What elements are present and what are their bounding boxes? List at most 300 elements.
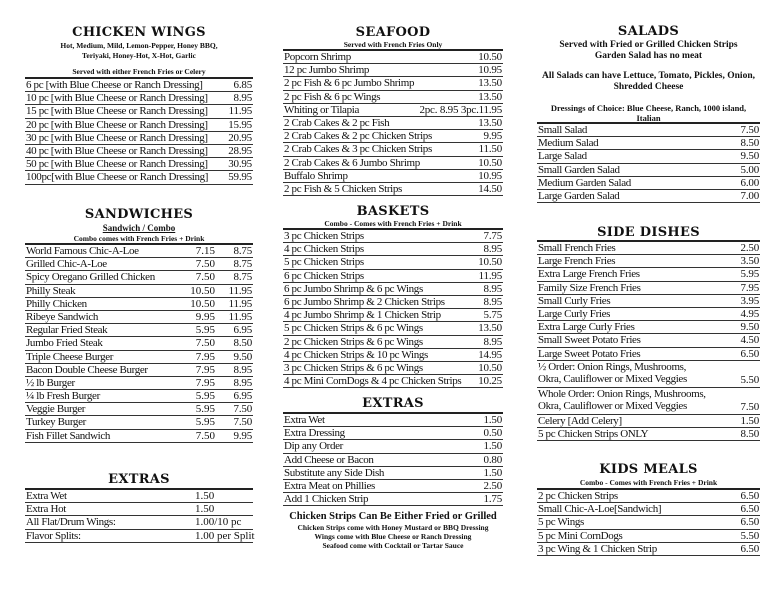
item-name: Fish Fillet Sandwich: [26, 429, 111, 442]
section-note: Combo comes with French Fries + Drink: [73, 234, 205, 243]
item-price: 3.50: [740, 255, 759, 268]
item-name: Whiting or Tilapia: [284, 103, 359, 116]
menu-item-row: [25, 530, 253, 543]
menu-item-row: [537, 543, 760, 556]
item-name: Dip any Order: [284, 440, 343, 453]
item-name: Medium Garden Salad: [538, 176, 631, 189]
menu-item-row: [283, 183, 503, 196]
item-name: Ribeye Sandwich: [26, 310, 99, 323]
item-name: 2 pc Fish & 6 pc Wings: [284, 90, 381, 103]
menu-table: [537, 240, 760, 441]
menu-item-row: [25, 105, 253, 118]
menu-item-row: [537, 503, 760, 516]
menu-item-row: [537, 348, 760, 361]
item-price: 10.50: [478, 256, 502, 269]
menu-item-row: [25, 158, 253, 171]
item-price: 4.50: [740, 334, 759, 347]
item-price: 6.85: [233, 79, 252, 91]
extras-left-section: [25, 472, 253, 552]
item-price-sandwich: 7.95: [195, 350, 215, 363]
section-subtitle: Served with Fried or Grilled Chicken Strips: [559, 40, 738, 50]
menu-item-row: [537, 150, 760, 163]
menu-item-row: [283, 322, 503, 335]
item-name: 4 pc Mini CornDogs & 4 pc Chicken Strips: [284, 375, 462, 388]
dressings-note: Italian: [636, 113, 661, 123]
menu-item-row: [283, 454, 503, 467]
item-price: 1.00 per Split: [195, 529, 255, 542]
item-name: 30 pc [with Blue Cheese or Ranch Dressing]: [26, 131, 208, 144]
item-price-combo: 8.50: [233, 337, 252, 350]
menu-item-row: [283, 117, 503, 130]
menu-item-row: [537, 334, 760, 347]
item-name: Bacon Double Cheese Burger: [26, 363, 148, 376]
menu-item-row: [283, 230, 503, 243]
menu-item-row: [283, 143, 503, 156]
item-price: 5.95: [740, 268, 759, 281]
section-subtitle: Teriyaki, Honey-Hot, X-Hot, Garlic: [82, 51, 196, 60]
sandwiches-section: [25, 206, 253, 456]
item-price: 1.50: [740, 414, 759, 427]
menu-item-row: [25, 119, 253, 132]
menu-item-row: [25, 403, 253, 416]
item-name: Regular Fried Steak: [26, 324, 108, 337]
item-name: Add 1 Chicken Strip: [284, 493, 369, 506]
menu-item-row: [283, 77, 503, 90]
item-name: 4 pc Jumbo Shrimp & 1 Chicken Strip: [284, 309, 441, 322]
item-price: 7.50: [740, 400, 759, 413]
item-price-combo: 11.95: [228, 284, 252, 297]
item-name: All Flat/Drum Wings:: [26, 516, 116, 529]
item-price: 6.50: [740, 490, 759, 502]
menu-item-row: [283, 64, 503, 77]
menu-item-row: [25, 430, 253, 443]
item-price: 11.95: [228, 105, 252, 118]
menu-item-row: [283, 309, 503, 322]
item-price-combo: 11.95: [228, 310, 252, 323]
item-price: 8.95: [483, 282, 502, 295]
item-name: Celery [Add Celery]: [538, 414, 622, 427]
item-price: 1.50: [195, 503, 215, 516]
item-price: 1.50: [483, 440, 502, 453]
item-price-combo: 9.50: [233, 350, 252, 363]
menu-item-row: [25, 271, 253, 284]
item-price-combo: 11.95: [228, 297, 252, 310]
item-name: Extra Meat on Phillies: [284, 479, 375, 492]
item-price-sandwich: 10.50: [190, 297, 215, 310]
item-price-sandwich: 5.95: [195, 390, 215, 403]
item-price: 10.50: [478, 156, 502, 169]
item-name: 2 Crab Cakes & 2 pc Chicken Strips: [284, 130, 432, 143]
item-name: 4 pc Chicken Strips: [284, 243, 364, 256]
section-title: CHICKEN WINGS: [72, 25, 206, 40]
item-price: 8.95: [483, 243, 502, 256]
menu-item-row: [283, 375, 503, 388]
item-name: Veggie Burger: [26, 403, 86, 416]
item-name: 2 pc Fish & 6 pc Jumbo Shrimp: [284, 77, 415, 90]
item-price: 2pc. 8.95 3pc.11.95: [419, 103, 502, 116]
item-price: 2.50: [740, 242, 759, 254]
item-price-combo: 7.50: [233, 403, 252, 416]
section-subtitle: Hot, Medium, Mild, Lemon-Pepper, Honey BBQ,: [60, 41, 218, 50]
item-name: Buffalo Shrimp: [284, 169, 348, 182]
item-price: 5.75: [483, 309, 502, 322]
item-price-sandwich: 10.50: [190, 284, 215, 297]
menu-item-row: [25, 132, 253, 145]
item-price: 8.50: [740, 137, 759, 150]
menu-item-row: [537, 308, 760, 321]
menu-table: [537, 122, 760, 203]
item-price: 15.95: [228, 118, 252, 131]
item-price: 7.00: [740, 189, 759, 202]
item-price: 7.95: [740, 281, 759, 294]
item-name: 2 Crab Cakes & 2 pc Fish: [284, 116, 390, 129]
item-name: Small Sweet Potato Fries: [538, 334, 641, 347]
item-name: Whole Order: Onion Rings, Mushrooms, Okra, Cauliflower or Mixed Veggies: [538, 387, 706, 413]
item-name: 5 pc Wings: [538, 516, 584, 529]
menu-item-row: [537, 516, 760, 529]
section-title: BASKETS: [356, 204, 430, 219]
item-name: 6 pc [with Blue Cheese or Ranch Dressing]: [26, 79, 203, 91]
item-price: 9.50: [740, 321, 759, 334]
menu-item-row: [537, 388, 760, 415]
item-name: Flavor Splits:: [26, 529, 81, 542]
item-name: 5 pc Chicken Strips: [284, 256, 364, 269]
menu-item-row: [537, 137, 760, 150]
item-name: Philly Chicken: [26, 297, 87, 310]
item-price: 14.95: [478, 348, 502, 361]
item-price-sandwich: 7.50: [195, 258, 215, 271]
item-price-sandwich: 7.50: [195, 337, 215, 350]
item-price-sandwich: 5.95: [195, 403, 215, 416]
item-price: 1.75: [483, 493, 502, 506]
menu-item-row: [537, 164, 760, 177]
section-subtitle: Served with French Fries Only: [343, 40, 443, 49]
note-fried-or-grilled: Chicken Strips Can Be Either Fried or Grilled: [289, 511, 497, 522]
item-name: Small Garden Salad: [538, 163, 620, 176]
menu-item-row: [25, 285, 253, 298]
menu-item-row: [25, 516, 253, 529]
menu-item-row: [25, 503, 253, 516]
item-name: Medium Salad: [538, 137, 599, 150]
item-name: 6 pc Jumbo Shrimp & 2 Chicken Strips: [284, 295, 445, 308]
item-price: 1.50: [483, 414, 502, 426]
menu-item-row: [25, 92, 253, 105]
item-price: 6.50: [740, 503, 759, 516]
menu-item-row: [537, 268, 760, 281]
item-price-sandwich: 7.95: [195, 363, 215, 376]
item-price: 1.00/10 pc: [195, 516, 242, 529]
item-name: 10 pc [with Blue Cheese or Ranch Dressing]: [26, 92, 208, 105]
menu-item-row: [537, 428, 760, 441]
menu-item-row: [537, 190, 760, 203]
item-price: 1.50: [195, 490, 215, 502]
item-price-combo: 6.95: [233, 390, 252, 403]
side-dishes-section: [537, 225, 760, 450]
item-name: Grilled Chic-A-Loe: [26, 258, 107, 271]
item-name: 50 pc [with Blue Cheese or Ranch Dressing]: [26, 158, 208, 171]
menu-item-row: [25, 298, 253, 311]
item-price-combo: 6.95: [233, 324, 252, 337]
menu-item-row: [283, 104, 503, 117]
item-price: 6.50: [740, 516, 759, 529]
item-price: 10.50: [478, 51, 502, 63]
item-name: Small French Fries: [538, 242, 616, 254]
menu-item-row: [25, 171, 253, 184]
menu-item-row: [283, 440, 503, 453]
section-title: EXTRAS: [108, 472, 170, 487]
menu-item-row: [25, 364, 253, 377]
menu-table: [283, 49, 503, 196]
menu-item-row: [283, 243, 503, 256]
item-price: 2.50: [483, 479, 502, 492]
menu-table: [537, 488, 760, 556]
item-price-sandwich: 7.95: [195, 376, 215, 389]
item-price: 8.50: [740, 427, 759, 440]
item-price: 14.50: [478, 182, 502, 195]
item-price: 8.95: [483, 295, 502, 308]
seafood-section: [283, 24, 503, 204]
menu-item-row: [25, 79, 253, 92]
item-name: Large Garden Salad: [538, 189, 620, 202]
item-price: 9.50: [740, 150, 759, 163]
item-name: 15 pc [with Blue Cheese or Ranch Dressing]: [26, 105, 208, 118]
item-price: 11.95: [478, 269, 502, 282]
note-strips-dressing: Chicken Strips come with Honey Mustard or BBQ Dressing: [297, 523, 489, 532]
item-price-sandwich: 9.95: [195, 310, 215, 323]
menu-item-row: [25, 311, 253, 324]
section-title: EXTRAS: [362, 396, 424, 411]
menu-item-row: [25, 490, 253, 503]
item-price: 9.95: [483, 130, 502, 143]
menu-item-row: [25, 390, 253, 403]
item-price-combo: 8.95: [233, 376, 252, 389]
menu-item-row: [25, 324, 253, 337]
menu-item-row: [537, 295, 760, 308]
item-name: Turkey Burger: [26, 416, 86, 429]
item-price: 0.50: [483, 427, 502, 440]
item-name: Extra Large French Fries: [538, 268, 640, 281]
menu-item-row: [283, 467, 503, 480]
item-name: Philly Steak: [26, 284, 76, 297]
section-title: SANDWICHES: [84, 207, 194, 222]
item-name: 100pc[with Blue Cheese or Ranch Dressing]: [26, 171, 209, 184]
note-wings-dressing: Wings come with Blue Cheese or Ranch Dressing: [314, 532, 472, 541]
item-price: 5.50: [740, 373, 759, 386]
section-title: SALADS: [617, 24, 680, 39]
item-name: Extra Dressing: [284, 427, 345, 440]
item-price: 8.95: [483, 335, 502, 348]
item-price: 0.80: [483, 453, 502, 466]
item-price: 59.95: [228, 171, 252, 184]
item-name: 2 pc Chicken Strips & 6 pc Wings: [284, 335, 423, 348]
menu-item-row: [283, 480, 503, 493]
salads-section: [537, 24, 760, 209]
menu-item-row: [283, 414, 503, 427]
chicken-wings-section: [25, 24, 253, 194]
item-name: Small Chic-A-Loe[Sandwich]: [538, 503, 662, 516]
dressings-note: Dressings of Choice: Blue Cheese, Ranch, 1000 island,: [550, 103, 747, 113]
section-title: SIDE DISHES: [597, 225, 700, 240]
item-price-combo: 8.75: [233, 245, 252, 257]
toppings-note: Shredded Cheese: [613, 82, 684, 92]
item-name: 6 pc Jumbo Shrimp & 6 pc Wings: [284, 282, 423, 295]
menu-item-row: [283, 256, 503, 269]
item-price: 7.50: [740, 124, 759, 136]
item-name: 3 pc Chicken Strips & 6 pc Wings: [284, 361, 423, 374]
section-title: KIDS MEALS: [599, 462, 698, 477]
menu-item-row: [283, 157, 503, 170]
item-price: 6.50: [740, 347, 759, 360]
item-price-combo: 8.95: [233, 363, 252, 376]
kids-meals-section: [537, 462, 760, 562]
menu-item-row: [25, 337, 253, 350]
menu-item-row: [537, 361, 760, 388]
item-name: Spicy Oregano Grilled Chicken: [26, 271, 155, 284]
menu-item-row: [283, 427, 503, 440]
item-name: 5 pc Chicken Strips ONLY: [538, 427, 649, 440]
item-name: Large Salad: [538, 150, 587, 163]
menu-item-row: [25, 145, 253, 158]
menu-item-row: [537, 321, 760, 334]
toppings-note: All Salads can have Lettuce, Tomato, Pickles, Onion,: [542, 71, 755, 81]
menu-item-row: [537, 242, 760, 255]
item-name: World Famous Chic-A-Loe: [26, 245, 139, 257]
item-price-sandwich: 5.95: [195, 324, 215, 337]
item-price-sandwich: 7.50: [195, 429, 215, 442]
section-subtitle: Sandwich / Combo: [102, 223, 176, 233]
menu-item-row: [283, 349, 503, 362]
menu-item-row: [283, 336, 503, 349]
item-name: 3 pc Chicken Strips: [284, 230, 364, 242]
menu-item-row: [537, 177, 760, 190]
item-name: ½ Order: Onion Rings, Mushrooms, Okra, Cauliflower or Mixed Veggies: [538, 360, 687, 386]
menu-item-row: [283, 493, 503, 506]
menu-item-row: [25, 377, 253, 390]
menu-item-row: [283, 91, 503, 104]
menu-table: [283, 228, 503, 388]
section-subtitle: Garden Salad has no meat: [594, 51, 703, 61]
item-price-sandwich: 5.95: [195, 416, 215, 429]
item-price: 6.50: [740, 542, 759, 555]
note-seafood-sauce: Seafood come with Cocktail or Tartar Sauce: [322, 541, 464, 550]
menu-table: [25, 77, 253, 185]
item-price: 5.50: [740, 529, 759, 542]
section-title: SEAFOOD: [355, 25, 431, 40]
menu-item-row: [283, 130, 503, 143]
item-name: Jumbo Fried Steak: [26, 337, 103, 350]
menu-item-row: [25, 416, 253, 429]
item-name: Large Curly Fries: [538, 307, 611, 320]
item-price: 10.95: [478, 169, 502, 182]
menu-item-row: [25, 245, 253, 258]
section-subtitle: Combo - Comes with French Fries + Drink: [579, 478, 718, 487]
menu-item-row: [25, 258, 253, 271]
menu-item-row: [537, 490, 760, 503]
item-name: 5 pc Chicken Strips & 6 pc Wings: [284, 322, 423, 335]
item-price-combo: 8.75: [233, 271, 252, 284]
menu-item-row: [283, 362, 503, 375]
item-price: 13.50: [478, 322, 502, 335]
item-name: 2 pc Fish & 5 Chicken Strips: [284, 182, 402, 195]
item-price: 3.95: [740, 294, 759, 307]
menu-item-row: [537, 530, 760, 543]
item-name: Extra Wet: [26, 490, 67, 502]
item-price: 7.75: [483, 230, 502, 242]
item-price: 10.50: [478, 361, 502, 374]
item-price-combo: 9.95: [233, 429, 252, 442]
menu-table: [283, 412, 503, 506]
item-name: 12 pc Jumbo Shrimp: [284, 64, 370, 77]
item-price: 11.50: [478, 143, 502, 156]
item-name: Small Salad: [538, 124, 588, 136]
item-price-sandwich: 7.50: [195, 271, 215, 284]
item-name: Extra Hot: [26, 503, 66, 516]
item-name: ½ lb Burger: [26, 376, 75, 389]
item-price: 1.50: [483, 466, 502, 479]
menu-item-row: [25, 351, 253, 364]
menu-item-row: [283, 270, 503, 283]
item-price: 13.50: [478, 116, 502, 129]
item-name: Add Cheese or Bacon: [284, 453, 374, 466]
item-price: 6.00: [740, 176, 759, 189]
item-name: Extra Large Curly Fries: [538, 321, 635, 334]
section-note: Served with either French Fries or Celery: [72, 67, 206, 76]
menu-item-row: [283, 296, 503, 309]
item-price: 10.25: [478, 375, 502, 388]
item-price: 5.00: [740, 163, 759, 176]
item-name: Family Size French Fries: [538, 281, 641, 294]
menu-item-row: [537, 124, 760, 137]
menu-table: [25, 243, 253, 443]
item-name: Popcorn Shrimp: [284, 51, 351, 63]
item-name: 2 Crab Cakes & 6 Jumbo Shrimp: [284, 156, 420, 169]
menu-table: [25, 488, 253, 543]
menu-item-row: [537, 255, 760, 268]
item-price: 20.95: [228, 131, 252, 144]
item-price: 13.50: [478, 90, 502, 103]
item-name: Large French Fries: [538, 255, 616, 268]
item-name: Substitute any Side Dish: [284, 466, 385, 479]
item-name: 20 pc [with Blue Cheese or Ranch Dressing]: [26, 118, 208, 131]
item-price-combo: 8.75: [233, 258, 252, 271]
item-name: 2 pc Chicken Strips: [538, 490, 618, 502]
item-name: ¼ lb Fresh Burger: [26, 390, 100, 403]
item-price-sandwich: 7.15: [195, 245, 215, 257]
baskets-section: [283, 204, 503, 399]
item-name: Extra Wet: [284, 414, 325, 426]
menu-item-row: [283, 51, 503, 64]
section-subtitle: Combo - Comes with French Fries + Drink: [324, 219, 462, 228]
item-price: 4.95: [740, 307, 759, 320]
item-name: 2 Crab Cakes & 3 pc Chicken Strips: [284, 143, 432, 156]
item-name: Small Curly Fries: [538, 294, 611, 307]
item-price: 13.50: [478, 77, 502, 90]
item-name: Triple Cheese Burger: [26, 350, 114, 363]
extras-middle-section: [283, 396, 503, 556]
menu-item-row: [283, 283, 503, 296]
item-name: 40 pc [with Blue Cheese or Ranch Dressing]: [26, 144, 208, 157]
item-name: 6 pc Chicken Strips: [284, 269, 364, 282]
item-name: 3 pc Wing & 1 Chicken Strip: [538, 542, 657, 555]
item-price: 28.95: [228, 144, 252, 157]
item-name: 5 pc Mini CornDogs: [538, 529, 623, 542]
menu-item-row: [537, 415, 760, 428]
item-price: 8.95: [233, 92, 252, 105]
item-price-combo: 7.50: [233, 416, 252, 429]
menu-item-row: [537, 282, 760, 295]
item-price: 30.95: [228, 158, 252, 171]
item-name: 4 pc Chicken Strips & 10 pc Wings: [284, 348, 428, 361]
